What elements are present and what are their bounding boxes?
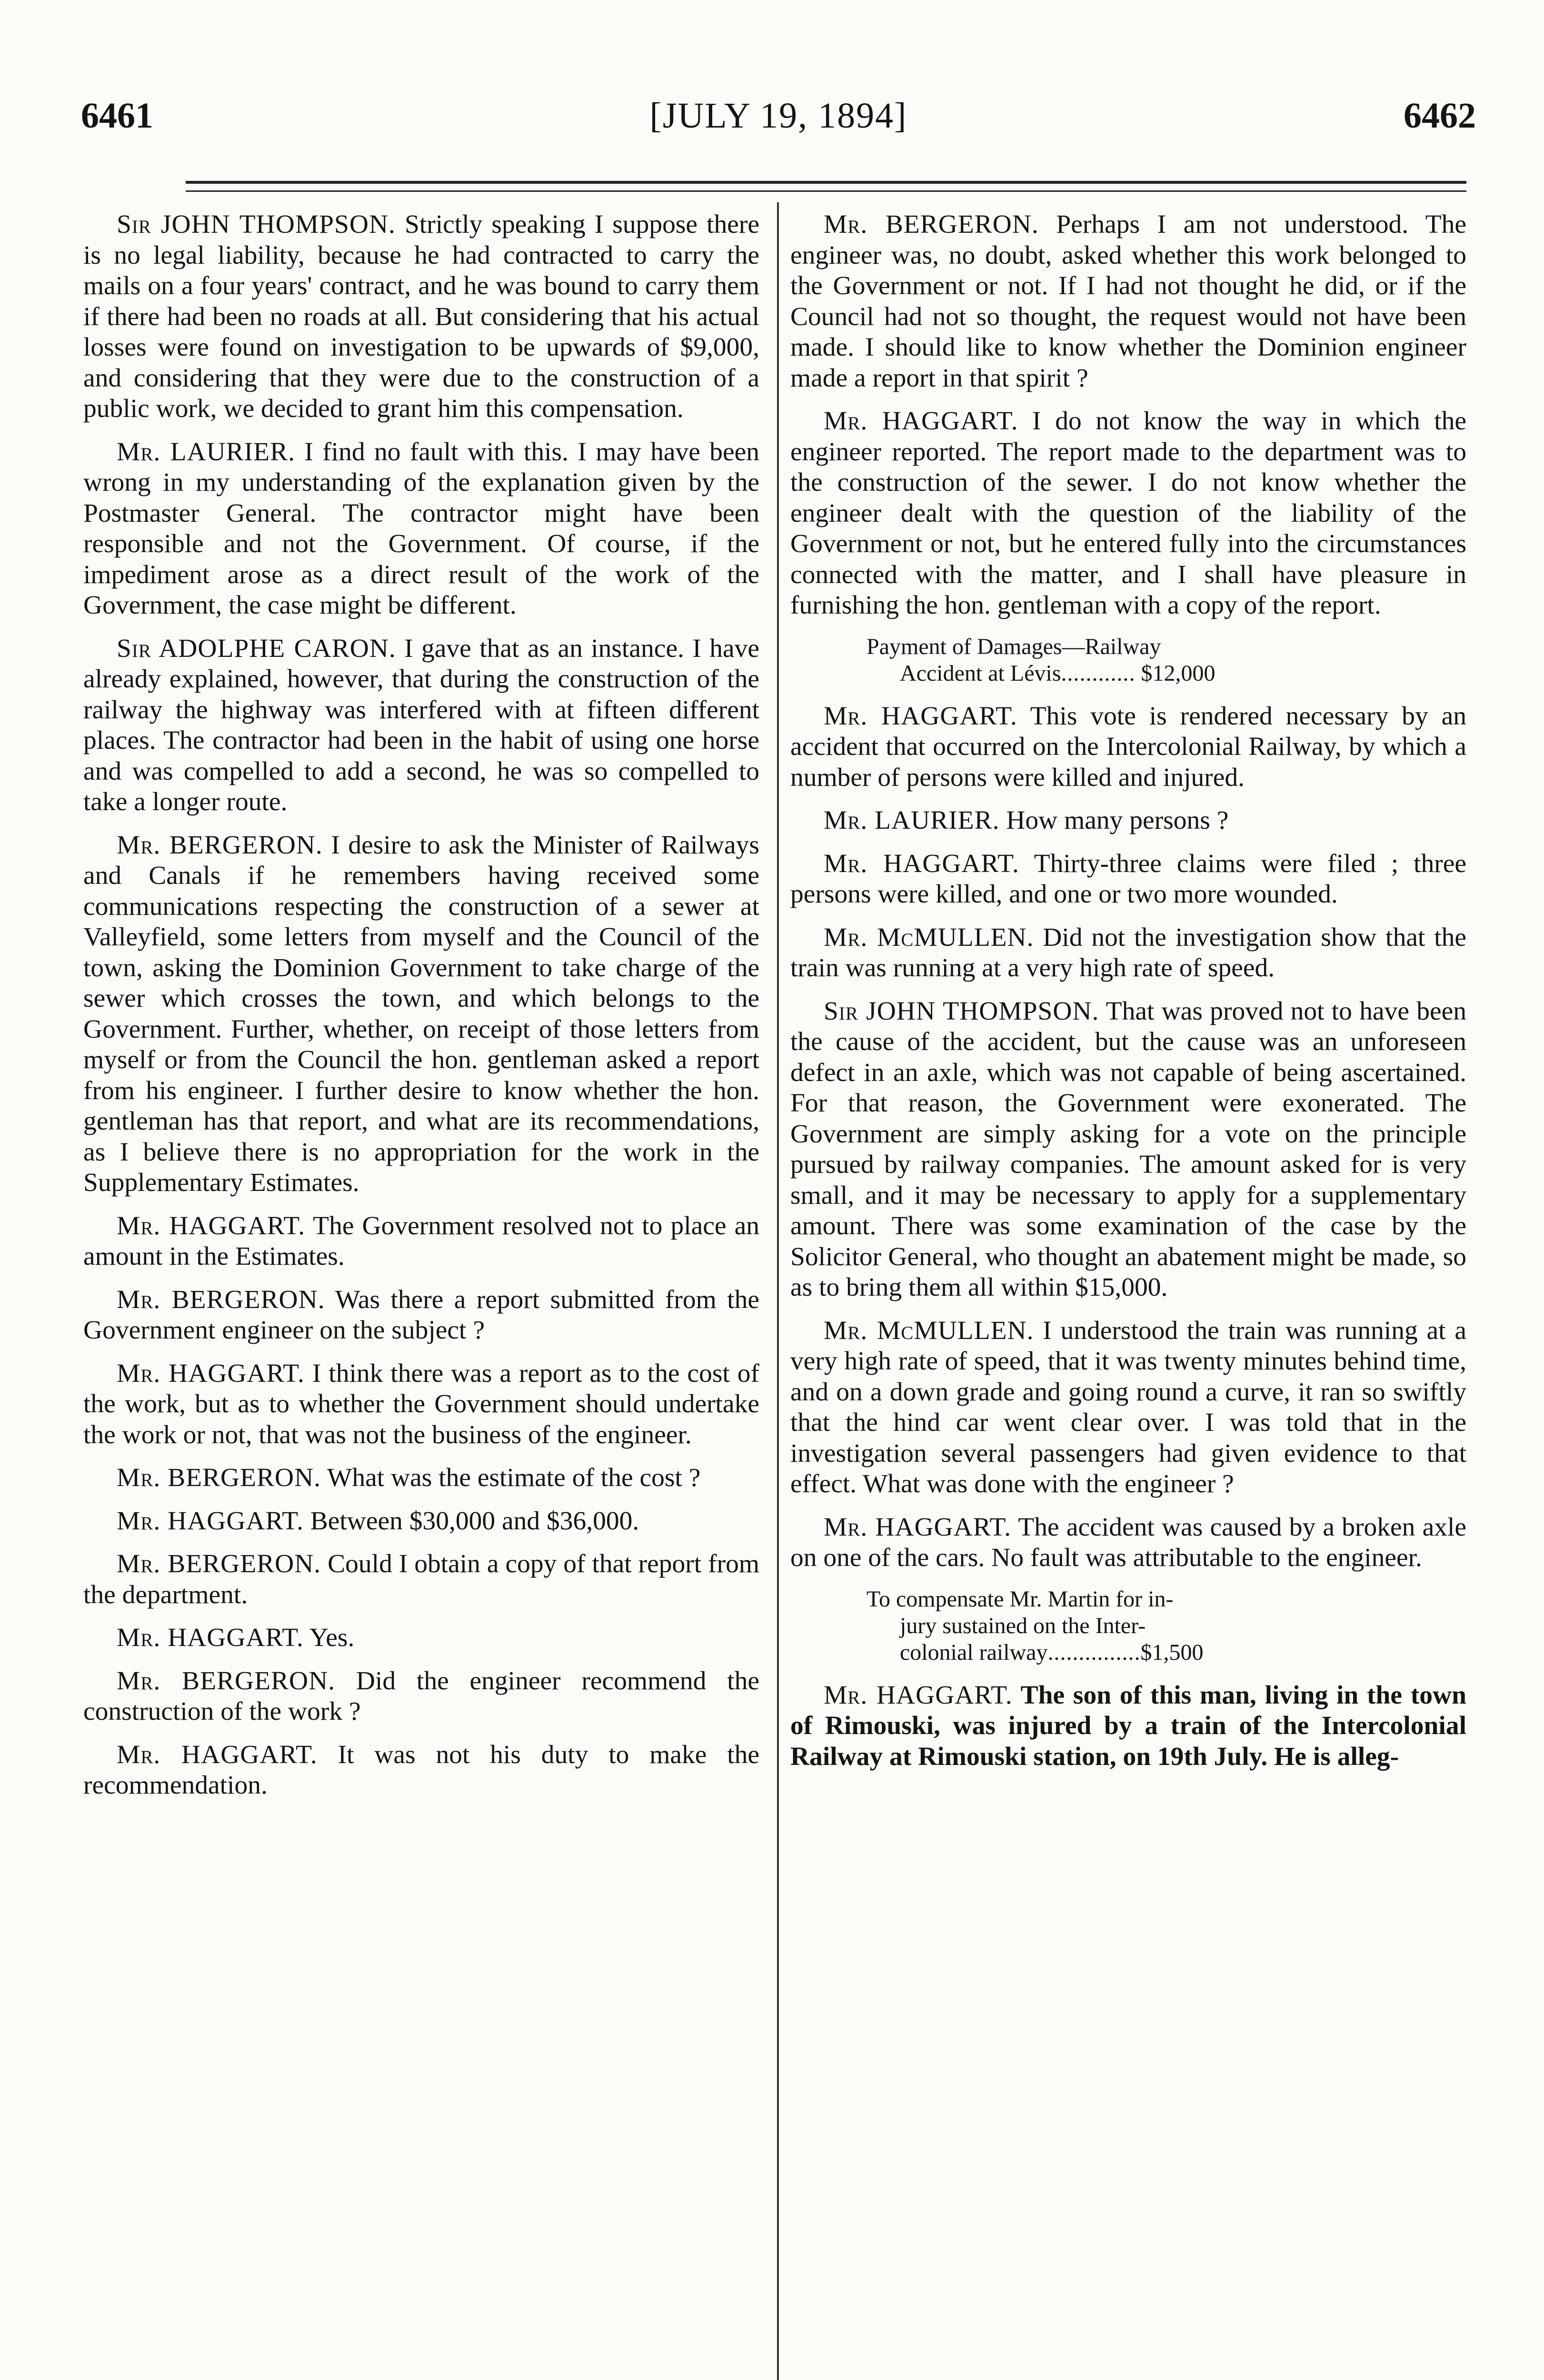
estimate-amount: $1,500 bbox=[1140, 1639, 1204, 1665]
speech-paragraph bbox=[790, 406, 1466, 621]
speech-text: That was proved not to have been the cause of the accident, but the cause was an unforeseen defect in an axle, which was not capable of being ascertained. For that reason, the Government were exonerated. The Government are simply asking for a vote on the principle pursued by railway companies. The amount asked for is very small, and it may be necessary to apply for a supplementary amount. There was some examination of the case by the Solicitor General, who thought an abatement might be made, so as to bring them all within $15,000. bbox=[790, 996, 1466, 1302]
speech-text: I find no fault with this. I may have been wrong in my understanding of the explanation given by the Postmaster General. The contractor might have been responsible and not the Government. Of course, if the impediment arose as a direct result of the work of the Government, the case might be different. bbox=[83, 437, 760, 620]
estimate-item-levis bbox=[790, 634, 1466, 687]
speech-paragraph bbox=[83, 1285, 759, 1346]
page-number-right: 6462 bbox=[1404, 96, 1476, 136]
speech-paragraph bbox=[83, 1506, 759, 1537]
speech-paragraph bbox=[83, 437, 759, 621]
right-column bbox=[790, 209, 1466, 1785]
speaker-name: Sir JOHN THOMPSON. bbox=[824, 996, 1099, 1026]
header-rule-top bbox=[186, 181, 1466, 184]
left-column bbox=[83, 209, 759, 1814]
header-rule-bottom bbox=[186, 190, 1466, 192]
right-column-paragraphs-b bbox=[790, 701, 1466, 1574]
left-column-paragraphs bbox=[83, 209, 759, 1801]
leader-dots: ............... bbox=[1047, 1639, 1141, 1665]
speech-text: Yes. bbox=[309, 1623, 355, 1652]
page-date: [JULY 19, 1894] bbox=[649, 96, 907, 136]
speech-text: Strictly speaking I suppose there is no legal liability, because he had contracted to carry the mails on a four years' contract, and he was bound to carry them if there had been no roads at all. But considering that his actual losses were found on investigation to be upwards of $9,000, and considering that they were due to the construction of a public work, we decided to grant him this compensation. bbox=[83, 210, 759, 423]
speech-paragraph bbox=[83, 1740, 759, 1801]
speech-paragraph bbox=[790, 209, 1466, 394]
speaker-name: Mr. HAGGART. bbox=[824, 407, 1018, 436]
speaker-name: Mr. BERGERON. bbox=[117, 830, 323, 860]
speaker-name: Mr. BERGERON. bbox=[117, 1549, 321, 1578]
speaker-name: Mr. LAURIER. bbox=[824, 806, 1000, 835]
speaker-name: Mr. HAGGART. bbox=[117, 1506, 304, 1536]
speaker-name: Mr. HAGGART. bbox=[824, 701, 1017, 731]
speech-text: I think there was a report as to the cost of the work, but as to whether the Government should undertake the work or not, that was not the business of the engineer. bbox=[83, 1359, 759, 1449]
speech-text: Could I obtain a copy of that report from the department. bbox=[83, 1549, 760, 1609]
speech-paragraph bbox=[83, 1359, 759, 1451]
speech-paragraph bbox=[790, 996, 1466, 1303]
speech-text: Thirty-three claims were filed ; three persons were killed, and one or two more wounded. bbox=[790, 849, 1466, 909]
speech-paragraph bbox=[790, 1512, 1466, 1574]
speech-text: Did not the investigation show that the train was running at a very high rate of speed. bbox=[790, 922, 1467, 982]
speech-paragraph bbox=[790, 805, 1466, 836]
speech-text: The accident was caused by a broken axle on one of the cars. No fault was attributable to the engineer. bbox=[790, 1512, 1467, 1572]
estimate-item-text: colonial railway bbox=[900, 1639, 1048, 1665]
estimate-item-line: To compensate Mr. Martin for in- bbox=[867, 1586, 1174, 1612]
right-column-paragraphs-c bbox=[790, 1680, 1466, 1773]
speech-paragraph bbox=[790, 1316, 1466, 1500]
speech-paragraph bbox=[83, 1549, 759, 1610]
speaker-name: Mr. HAGGART. bbox=[117, 1359, 305, 1388]
estimate-amount: $12,000 bbox=[1141, 660, 1215, 686]
estimate-item-martin bbox=[790, 1586, 1466, 1666]
speech-paragraph bbox=[83, 1623, 759, 1654]
speaker-name: Sir JOHN THOMPSON. bbox=[117, 210, 396, 239]
speaker-name: Mr. BERGERON. bbox=[824, 210, 1039, 239]
estimate-item-line: Payment of Damages—Railway bbox=[867, 634, 1161, 659]
speaker-name: Mr. BERGERON. bbox=[117, 1285, 325, 1314]
speech-text: Perhaps I am not understood. The engineer was, no doubt, asked whether this work belonged to the Government or not. If I had not thought he did, or if the Council had not so thought, the request would not have been made. I should like to know whether the Dominion engineer made a report in that spirit ? bbox=[790, 210, 1467, 393]
speech-paragraph bbox=[790, 701, 1466, 793]
speaker-name: Mr. McMULLEN. bbox=[824, 922, 1034, 952]
speech-text: The Government resolved not to place an amount in the Estimates. bbox=[83, 1211, 759, 1271]
speech-paragraph bbox=[83, 1211, 759, 1272]
speech-paragraph bbox=[790, 1680, 1466, 1773]
speech-text: It was not his duty to make the recommendation. bbox=[83, 1740, 760, 1800]
estimate-item-line bbox=[867, 1639, 1466, 1666]
speech-text: I desire to ask the Minister of Railways and Canals if he remembers having received some communications respecting the construction of a sewer at Valleyfield, some letters from myself and the Council of the town, asking the Dominion Government to take charge of the sewer which crosses the town, and which belongs to the Government. Further, whether, on receipt of those letters from myself or from the Council the hon. gentleman asked a report from his engineer. I further desire to know whether the hon. gentleman has that report, and what are its recommendations, as I believe there is no appropriation for the work in the Supplementary Estimates. bbox=[83, 830, 760, 1197]
speech-paragraph bbox=[790, 922, 1466, 984]
estimate-item-line: jury sustained on the Inter- bbox=[900, 1613, 1146, 1638]
speech-text: Was there a report submitted from the Government engineer on the subject ? bbox=[83, 1285, 759, 1345]
speech-paragraph bbox=[83, 1666, 759, 1727]
speaker-name: Mr. HAGGART. bbox=[117, 1211, 306, 1240]
speech-text: What was the estimate of the cost ? bbox=[327, 1463, 701, 1492]
speaker-name: Mr. McMULLEN. bbox=[824, 1316, 1034, 1345]
speech-paragraph bbox=[83, 830, 759, 1199]
speech-text: Between $30,000 and $36,000. bbox=[310, 1506, 639, 1536]
column-divider bbox=[777, 202, 779, 2380]
page-number-left: 6461 bbox=[81, 96, 153, 136]
speech-text: The son of this man, living in the town of Rimouski, was injured by a train of the Intercolonial Railway at Rimouski station, on 19th July. He is alleg- bbox=[790, 1680, 1467, 1771]
speaker-name: Mr. BERGERON. bbox=[117, 1463, 321, 1492]
page-header bbox=[81, 95, 1476, 152]
speech-paragraph bbox=[790, 849, 1466, 910]
speech-text: I do not know the way in which the engineer reported. The report made to the department was to the construction of the sewer. I do not know whether the engineer dealt with the question of the liability of the Government or not, but he entered fully into the circumstances connected with the matter, and I shall have pleasure in furnishing the hon. gentleman with a copy of the report. bbox=[790, 407, 1467, 620]
speech-paragraph bbox=[83, 1463, 759, 1494]
speaker-name: Sir ADOLPHE CARON. bbox=[117, 634, 396, 663]
speaker-name: Mr. LAURIER. bbox=[117, 437, 295, 466]
estimate-item-line bbox=[790, 660, 1466, 687]
speaker-name: Mr. BERGERON. bbox=[117, 1666, 336, 1696]
speech-text: I gave that as an instance. I have already explained, however, that during the construction of the railway the highway was interfered with at fifteen different places. The contractor had been in the habit of using one horse and was compelled to add a second, he was so compelled to take a longer route. bbox=[83, 634, 759, 816]
speaker-name: Mr. HAGGART. bbox=[824, 849, 1019, 878]
speaker-name: Mr. HAGGART. bbox=[117, 1623, 304, 1652]
speaker-name: Mr. HAGGART. bbox=[824, 1680, 1013, 1710]
estimate-item-text: Accident at Lévis bbox=[900, 660, 1061, 686]
speech-text: Did the engineer recommend the construction of the work ? bbox=[83, 1666, 760, 1726]
right-column-paragraphs-a bbox=[790, 209, 1466, 621]
speaker-name: Mr. HAGGART. bbox=[824, 1512, 1012, 1542]
speech-text: How many persons ? bbox=[1006, 806, 1229, 835]
speaker-name: Mr. HAGGART. bbox=[117, 1740, 318, 1769]
leader-dots: ............ bbox=[1061, 660, 1136, 686]
speech-paragraph bbox=[83, 209, 759, 425]
speech-text: I understood the train was running at a very high rate of speed, that it was twenty minutes behind time, and on a down grade and going round a curve, it ran so swiftly that the hind car went clear over. I was told that in the investigation several passengers had given evidence to that effect. What was done with the engineer ? bbox=[790, 1316, 1466, 1498]
speech-text: This vote is rendered necessary by an accident that occurred on the Intercolonial Railway, by which a number of persons were killed and injured. bbox=[790, 701, 1467, 792]
speech-paragraph bbox=[83, 634, 759, 818]
